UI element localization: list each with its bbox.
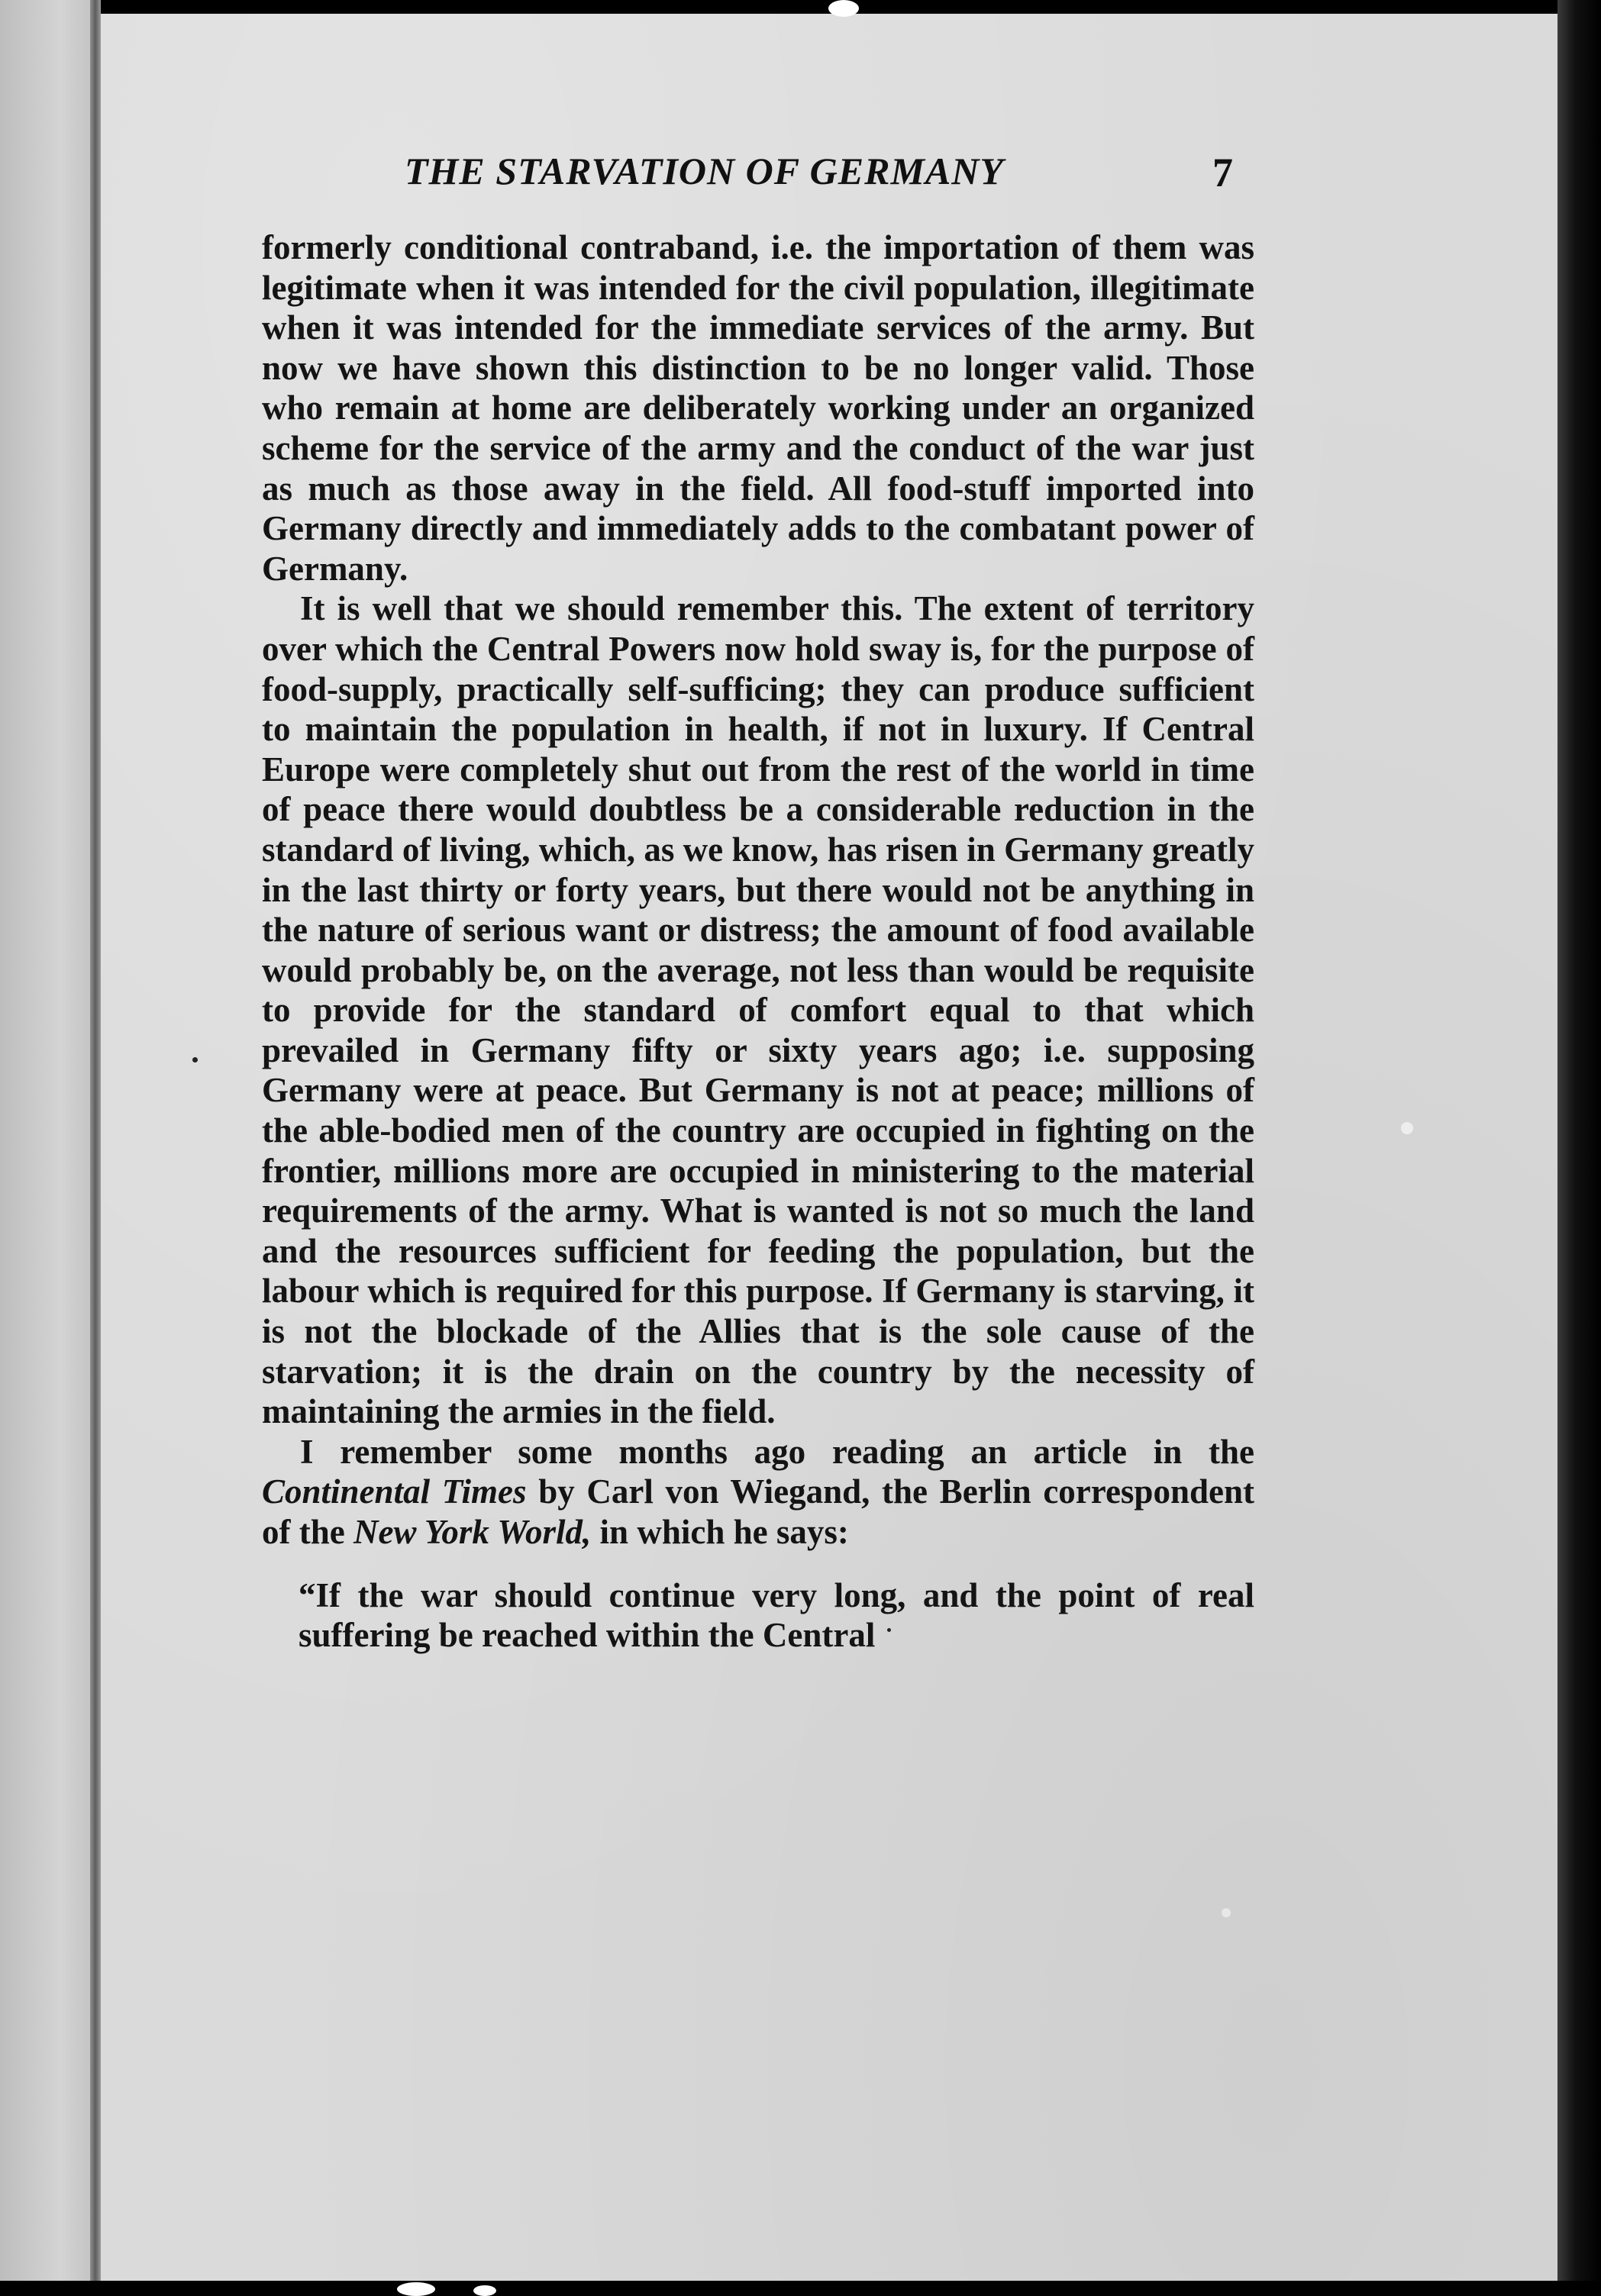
body-text [262,227,1254,1656]
scan-speck [828,0,859,17]
scan-speck [887,1628,891,1632]
paragraph-3-text-b: by Carl von Wiegand, the Berlin correspondent of the [262,1472,1254,1551]
paragraph-2: It is well that we should remember this. The extent of territory over which the Central Powers now hold sway is, for the purpose of food-supply, practically self-sufficing; they can produce sufficient to maintain the population in health, if not in luxury. If Central Europe were completely shut out from the rest of the world in time of peace there would doubtless be a considerable reduction in the standard of living, which, as we know, has risen in Germany greatly in the last thirty or forty years, but there would not be anything in the nature of serious want or distress; the amount of food available would probably be, on the average, not less than would be requisite to provide for the standard of comfort equal to that which prevailed in Germany fifty or sixty years ago; i.e. supposing Germany were at peace. But Germany is not at peace; millions of the able-bodied men of the country are occupied in fighting on the frontier, millions more are occupied in ministering to the material requirements of the army. What is wanted is not so much the land and the resources sufficient for feeding the population, but the labour which is required for this purpose. If Germany is starving, it is not the blockade of the Allies that is the sole cause of the starvation; it is the drain on the country by the necessity of maintaining the armies in the field. [262,589,1254,1431]
paragraph-3-text-c: in which he says: [599,1513,849,1551]
paragraph-3 [262,1432,1254,1553]
periodical-title-continental-times: Continental Times [262,1472,527,1511]
paragraph-1 [262,227,1254,589]
paragraph-1-text: them was legitimate when it was intended for the civil population, illegitimate when it was intended for the immediate services of the army. But now we have shown this distinction to be no longer valid. Those who remain at home are deliberately working under an organized scheme for the service of the army and the conduct of the war just as much as those away in the field. All food-stuff imported into Germany directly and immediately adds to the combatant power of Germany. [262,228,1254,588]
scan-speck [1401,1122,1413,1134]
facing-page-edge [0,0,101,2296]
periodical-title-new-york-world: New York World, [353,1513,592,1551]
book-gutter [90,0,101,2296]
scan-bottom-border [0,2281,1601,2296]
scan-speck [1222,1908,1231,1917]
block-quote: “If the war should continue very long, and the point of real suffering be reached within the Central [299,1575,1254,1655]
paragraph-1-first-line: formerly conditional contraband, i.e. the importation of [262,228,1100,266]
running-head: THE STARVATION OF GERMANY [405,150,1004,192]
scan-right-border [1557,0,1601,2296]
scan-speck [473,2285,496,2296]
page-number: 7 [1212,150,1233,195]
scan-speck [397,2282,435,2296]
scan-speck [192,1057,198,1063]
paragraph-3-text-a: I remember some months ago reading an article in the [300,1432,1254,1471]
